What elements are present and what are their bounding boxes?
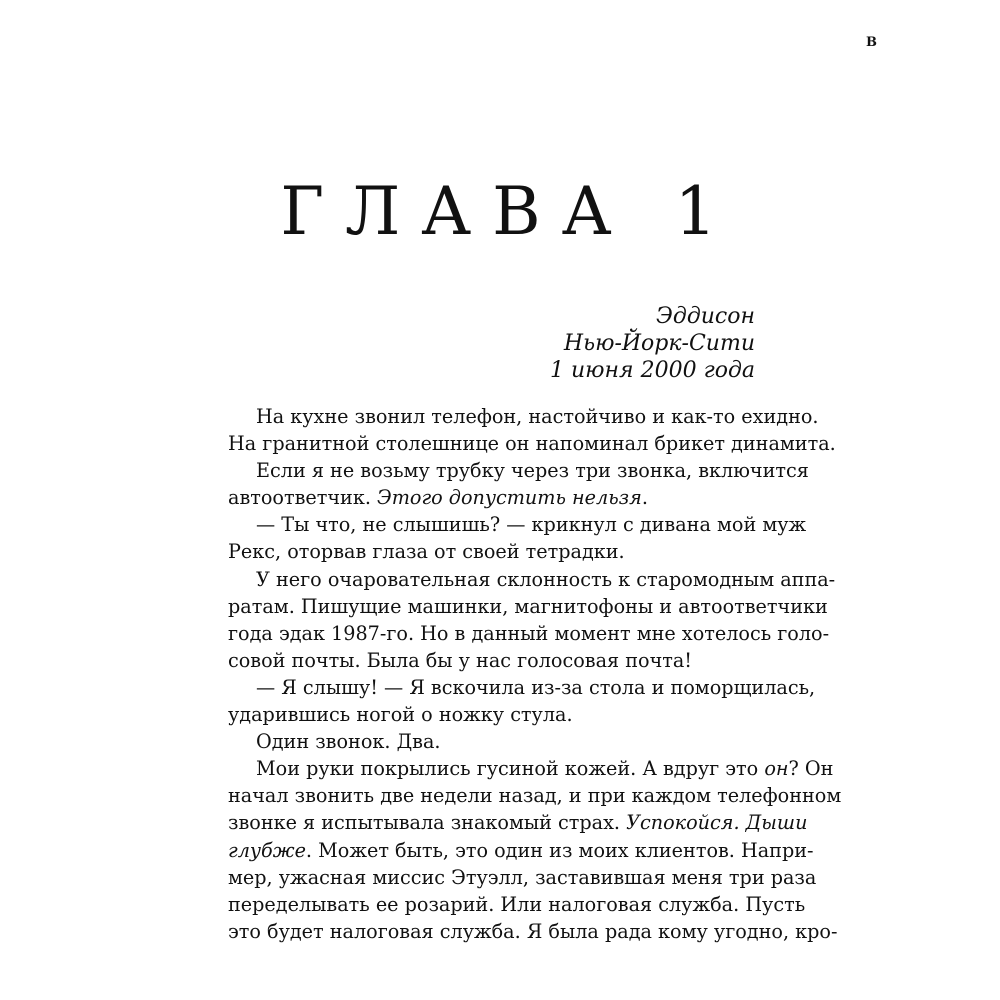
chapter-epigraph [550,303,755,384]
text-line: На кухне звонил телефон, настойчиво и как-то ехидно. [256,405,819,428]
epigraph-character: Эддисон [656,304,755,329]
text-line: переделывать ее розарий. Или налоговая служба. Пусть [228,892,806,916]
text-line: — Ты что, не слышишь? — крикнул с дивана мой муж [256,513,807,537]
text-line: Один звонок. Два. [256,730,441,754]
text-line: — Я слышу! — Я вскочила из-за стола и поморщилась, [256,675,816,699]
text-line: года эдак 1987-го. Но в данный момент мне хотелось голо- [228,621,830,645]
italic-text: Этого допустить нельзя [377,486,642,510]
text-line: У него очаровательная склонность к старомодным аппа- [256,567,836,591]
text-line: мер, ужасная миссис Этуэлл, заставившая меня три раза [228,865,817,889]
epigraph-place: Нью-Йорк-Сити [563,331,755,356]
chapter-body-text [228,403,842,945]
italic-text: глубже [228,838,306,862]
text-line: На гранитной столешнице он напоминал брикет динамита. [228,432,836,456]
page-corner-mark: В [866,35,877,50]
text-line: это будет налоговая служба. Я была рада кому угодно, кро- [228,919,838,943]
text-line: звонке я испытывала знакомый страх. Успокойся. Дыши [228,811,808,835]
text-line: совой почты. Была бы у нас голосовая почта! [228,648,693,672]
text-line: начал звонить две недели назад, и при каждом телефонном [228,784,842,808]
text-line: ударившись ногой о ножку стула. [228,703,573,727]
italic-text: Успокойся. Дыши [626,811,808,835]
chapter-title: ГЛАВА 1 [280,173,738,250]
text-line: глубже. Может быть, это один из моих клиентов. Напри- [228,838,814,862]
italic-text: он [764,757,789,781]
text-line: автоответчик. Этого допустить нельзя. [228,486,648,510]
text-line: Рекс, оторвав глаза от своей тетрадки. [228,540,625,564]
text-line: Мои руки покрылись гусиной кожей. А вдруг это он? Он [256,757,834,781]
epigraph-date: 1 июня 2000 года [550,358,755,383]
text-line: ратам. Пишущие машинки, магнитофоны и автоответчики [228,594,828,618]
text-line: Если я не возьму трубку через три звонка, включится [256,459,809,483]
